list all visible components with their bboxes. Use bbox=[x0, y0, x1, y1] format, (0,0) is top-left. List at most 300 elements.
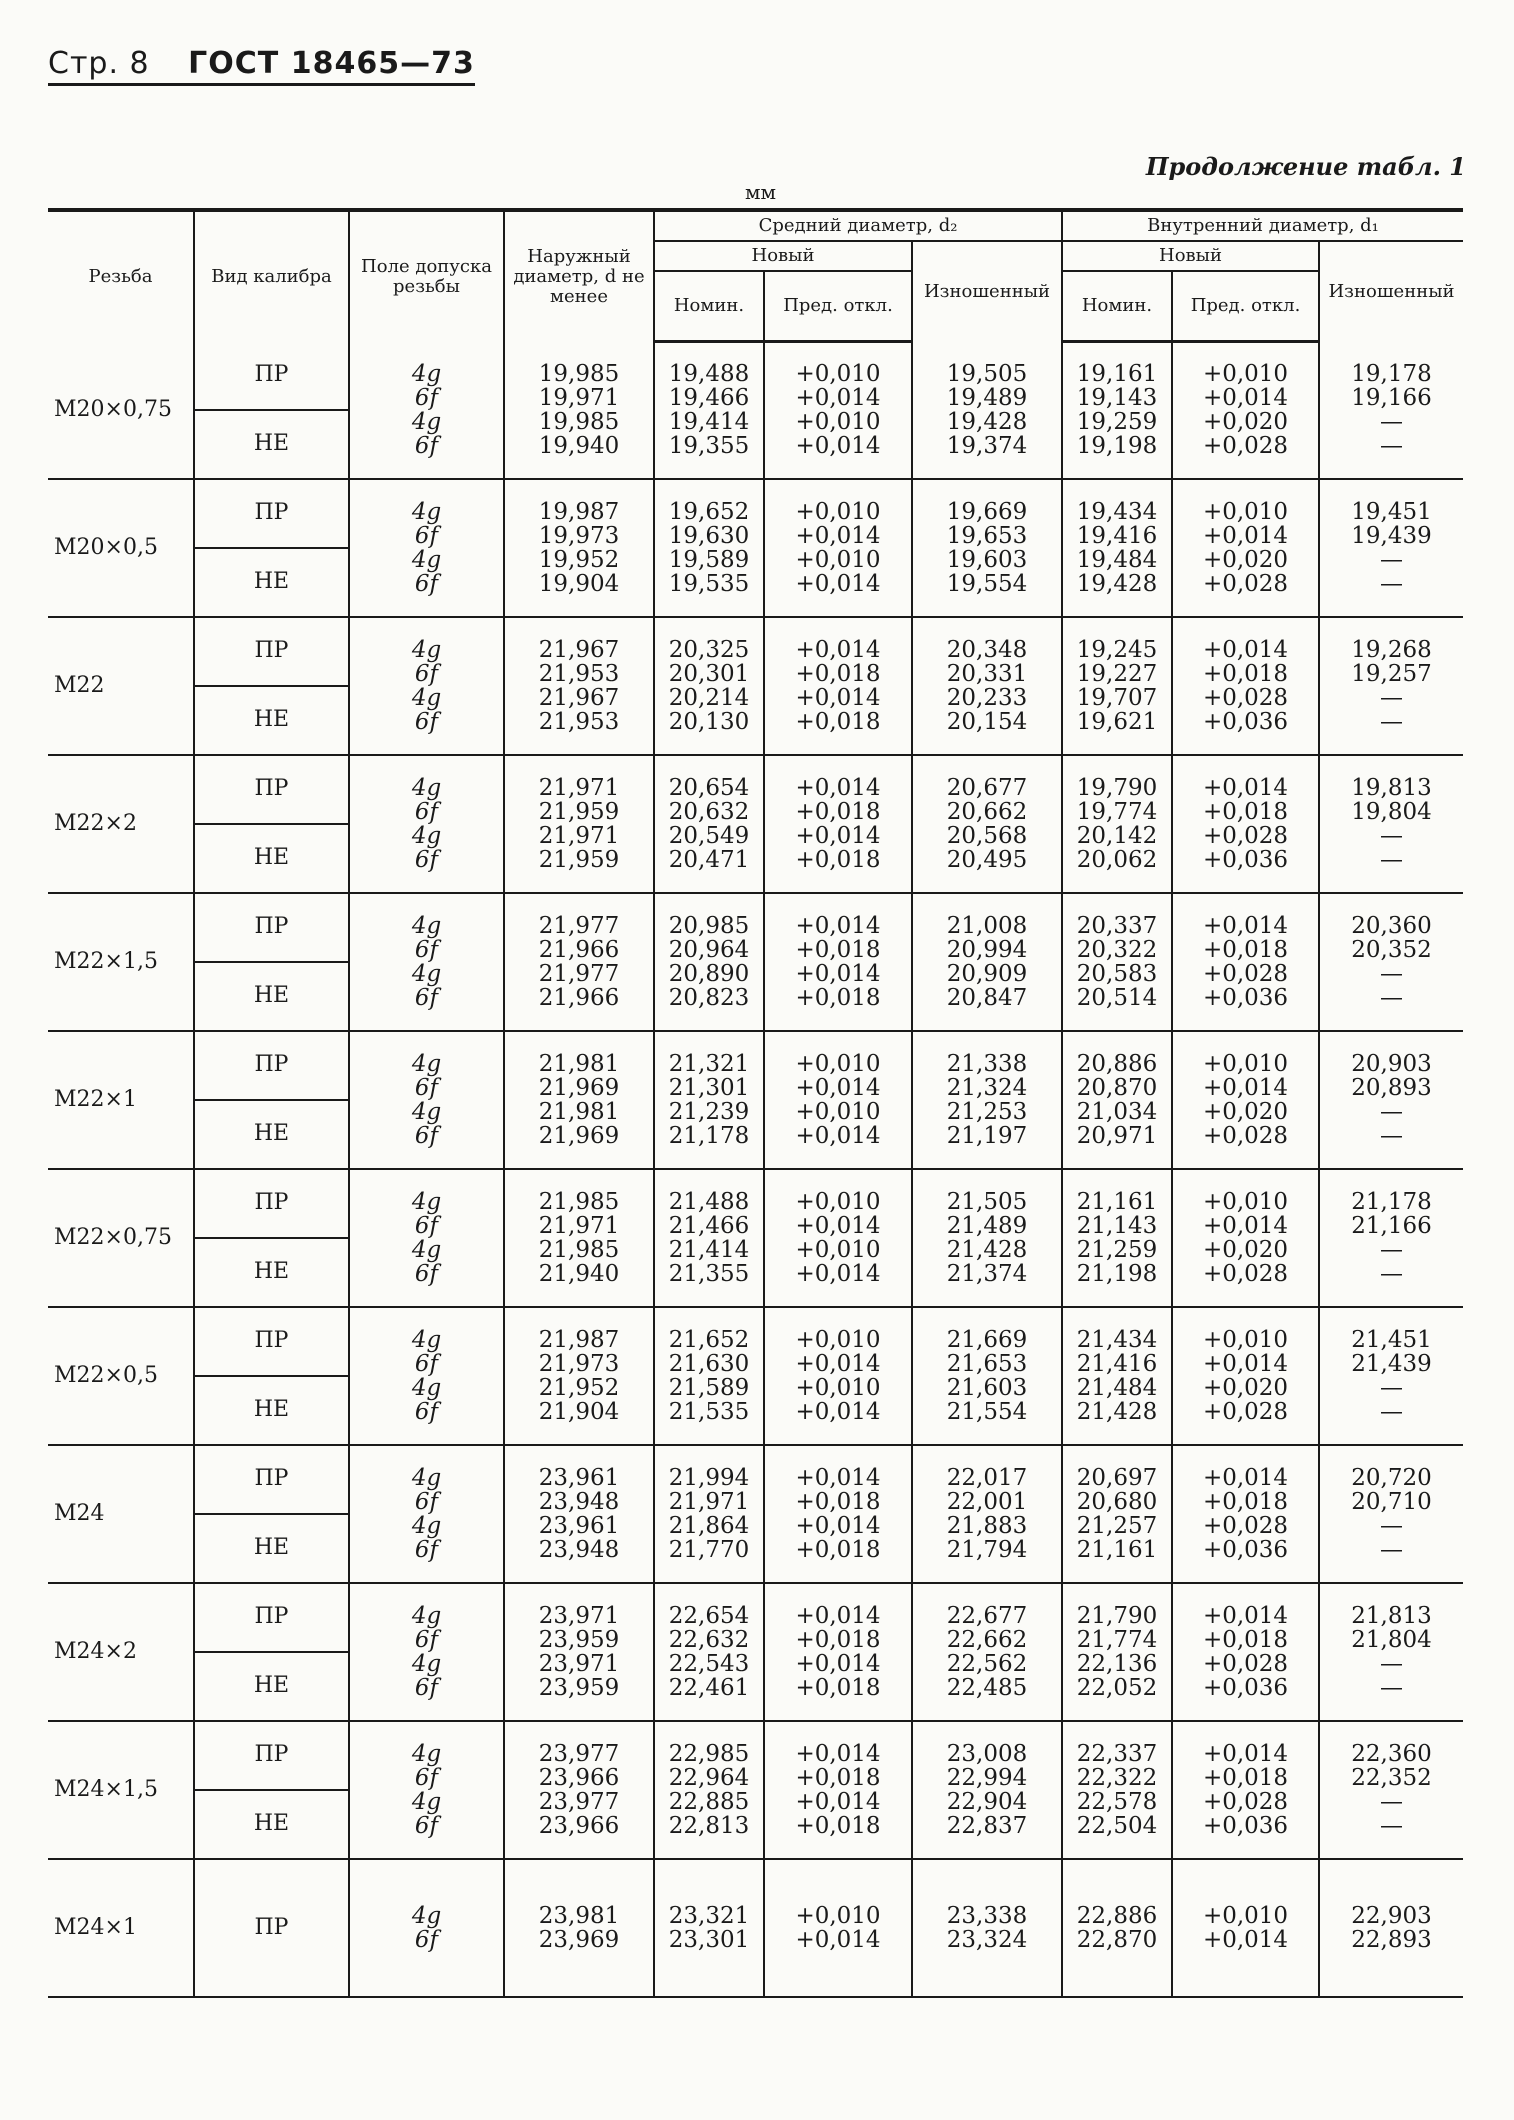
inner-nominal-value: 22,578 bbox=[1076, 1788, 1158, 1815]
pitch-nominal-value: 19,414 bbox=[668, 409, 750, 436]
tolerance-field-value: 6f bbox=[414, 708, 439, 735]
table-body bbox=[48, 342, 1463, 1997]
outer-diameter-value: 23,961 bbox=[538, 1512, 620, 1539]
gauge-type: НЕ bbox=[195, 1237, 348, 1306]
pitch-deviation-value: +0,018 bbox=[795, 846, 881, 873]
inner-nominal-value: 20,337 bbox=[1076, 912, 1158, 939]
tolerance-field-value: 4g bbox=[411, 1236, 442, 1263]
pitch-worn-cell bbox=[912, 893, 1062, 1031]
pitch-nominal-value: 22,654 bbox=[668, 1602, 750, 1629]
gauge-type: НЕ bbox=[195, 409, 348, 478]
inner-worn-value: 22,893 bbox=[1351, 1926, 1432, 1953]
pitch-deviation-value: +0,014 bbox=[795, 822, 881, 849]
pitch-deviation-value: +0,014 bbox=[795, 636, 881, 663]
inner-deviation-value: +0,028 bbox=[1202, 1650, 1289, 1677]
outer-diameter-value: 21,967 bbox=[538, 636, 620, 663]
gauge-type: ПР bbox=[254, 500, 289, 525]
pitch-deviation-value: +0,018 bbox=[795, 1764, 881, 1791]
gauge-type-cell bbox=[194, 1859, 349, 1997]
inner-worn-value: 21,804 bbox=[1351, 1626, 1432, 1653]
pitch-nominal-value: 22,885 bbox=[668, 1788, 750, 1815]
inner-worn-cell bbox=[1319, 342, 1463, 479]
pitch-nominal-cell bbox=[654, 755, 764, 893]
pitch-nominal-value: 22,632 bbox=[668, 1626, 750, 1653]
gauge-type: ПР bbox=[254, 914, 289, 939]
inner-deviation-value: +0,020 bbox=[1202, 546, 1289, 573]
tolerance-field-value: 4g bbox=[411, 1374, 442, 1401]
pitch-nominal-value: 21,178 bbox=[668, 1122, 750, 1149]
inner-nominal-cell bbox=[1062, 1859, 1172, 1997]
standard-number: ГОСТ 18465—73 bbox=[188, 46, 475, 81]
col-outer-diameter-header: Наружный диаметр, d не менее bbox=[504, 210, 654, 342]
inner-nominal-value: 20,322 bbox=[1076, 936, 1158, 963]
inner-nominal-value: 21,257 bbox=[1076, 1512, 1158, 1539]
table-row bbox=[48, 1307, 1463, 1445]
pitch-deviation-value: +0,014 bbox=[795, 1260, 881, 1287]
gauge-type: НЕ bbox=[195, 685, 348, 754]
inner-deviation-value: +0,018 bbox=[1202, 1764, 1289, 1791]
inner-deviation-value: +0,028 bbox=[1202, 570, 1289, 597]
tolerance-field-cell bbox=[349, 342, 504, 479]
inner-deviation-value: +0,028 bbox=[1202, 1260, 1289, 1287]
pitch-worn-value: 19,653 bbox=[946, 522, 1028, 549]
outer-diameter-cell bbox=[504, 1721, 654, 1859]
gauge-type-cell bbox=[194, 342, 349, 479]
outer-diameter-cell bbox=[504, 1859, 654, 1997]
tolerance-field-value: 6f bbox=[414, 1398, 439, 1425]
col-pitch-deviation-header: Пред. откл. bbox=[764, 271, 912, 342]
inner-deviation-value: +0,010 bbox=[1202, 361, 1289, 388]
gauge-type: НЕ bbox=[195, 1789, 348, 1858]
gauge-type-cell bbox=[194, 1583, 349, 1721]
tolerance-field-cell bbox=[349, 1307, 504, 1445]
pitch-nominal-value: 19,535 bbox=[668, 570, 750, 597]
outer-diameter-value: 21,953 bbox=[538, 708, 620, 735]
tolerance-field-value: 4g bbox=[411, 1740, 442, 1767]
pitch-nominal-value: 19,589 bbox=[668, 546, 750, 573]
inner-worn-cell bbox=[1319, 1859, 1463, 1997]
pitch-deviation-value: +0,014 bbox=[795, 1926, 881, 1953]
inner-deviation-cell bbox=[1172, 1721, 1319, 1859]
outer-diameter-value: 23,948 bbox=[538, 1536, 620, 1563]
pitch-nominal-cell bbox=[654, 479, 764, 617]
tolerance-field-value: 6f bbox=[414, 984, 439, 1011]
inner-deviation-value: +0,018 bbox=[1202, 1488, 1289, 1515]
inner-nominal-cell bbox=[1062, 342, 1172, 479]
inner-nominal-value: 21,790 bbox=[1076, 1602, 1158, 1629]
tolerance-field-value: 4g bbox=[411, 1326, 442, 1353]
inner-worn-value: 21,178 bbox=[1351, 1188, 1432, 1215]
inner-worn-cell bbox=[1319, 617, 1463, 755]
gauge-type-cell bbox=[194, 617, 349, 755]
gauge-type: ПР bbox=[254, 1466, 289, 1491]
pitch-nominal-value: 21,488 bbox=[668, 1188, 750, 1215]
col-inner-nominal-header: Номин. bbox=[1062, 271, 1172, 342]
inner-deviation-value: +0,010 bbox=[1202, 1902, 1289, 1929]
tolerance-field-value: 4g bbox=[411, 774, 442, 801]
tolerance-field-cell bbox=[349, 1169, 504, 1307]
inner-nominal-value: 22,337 bbox=[1076, 1740, 1158, 1767]
inner-worn-value: — bbox=[1380, 1236, 1403, 1263]
inner-nominal-value: 21,434 bbox=[1076, 1326, 1158, 1353]
gauge-type: ПР bbox=[254, 638, 289, 663]
pitch-worn-value: 22,837 bbox=[946, 1812, 1028, 1839]
inner-worn-value: — bbox=[1380, 984, 1403, 1011]
inner-nominal-cell bbox=[1062, 1445, 1172, 1583]
pitch-deviation-cell bbox=[764, 1721, 912, 1859]
outer-diameter-value: 21,952 bbox=[538, 1374, 620, 1401]
inner-worn-value: 20,893 bbox=[1351, 1074, 1432, 1101]
inner-nominal-value: 20,697 bbox=[1076, 1464, 1158, 1491]
pitch-worn-value: 19,669 bbox=[946, 498, 1028, 525]
pitch-nominal-value: 23,301 bbox=[668, 1926, 750, 1953]
pitch-worn-cell bbox=[912, 755, 1062, 893]
inner-deviation-cell bbox=[1172, 1445, 1319, 1583]
inner-nominal-value: 19,161 bbox=[1076, 361, 1158, 388]
gauge-type: НЕ bbox=[195, 1375, 348, 1444]
gauge-type: НЕ bbox=[195, 823, 348, 892]
thread-designation: M24×1 bbox=[48, 1859, 194, 1997]
inner-nominal-value: 19,790 bbox=[1076, 774, 1158, 801]
inner-worn-cell bbox=[1319, 1445, 1463, 1583]
inner-deviation-value: +0,020 bbox=[1202, 1374, 1289, 1401]
pitch-deviation-value: +0,010 bbox=[795, 498, 881, 525]
inner-worn-value: 22,352 bbox=[1351, 1764, 1432, 1791]
pitch-worn-cell bbox=[912, 342, 1062, 479]
outer-diameter-value: 21,959 bbox=[538, 846, 620, 873]
inner-deviation-value: +0,028 bbox=[1202, 1512, 1289, 1539]
gauge-type: ПР bbox=[254, 1914, 289, 1940]
inner-nominal-cell bbox=[1062, 755, 1172, 893]
outer-diameter-value: 21,959 bbox=[538, 798, 620, 825]
table-row bbox=[48, 755, 1463, 893]
outer-diameter-value: 21,966 bbox=[538, 984, 620, 1011]
inner-worn-value: — bbox=[1380, 1098, 1403, 1125]
pitch-worn-cell bbox=[912, 1169, 1062, 1307]
pitch-worn-value: 21,008 bbox=[946, 912, 1028, 939]
pitch-deviation-value: +0,014 bbox=[795, 1788, 881, 1815]
col-inner-worn-header: Изношенный bbox=[1319, 241, 1463, 342]
inner-worn-value: 19,166 bbox=[1351, 384, 1432, 411]
pitch-worn-value: 21,883 bbox=[946, 1512, 1028, 1539]
inner-nominal-value: 20,142 bbox=[1076, 822, 1158, 849]
outer-diameter-value: 21,953 bbox=[538, 660, 620, 687]
pitch-deviation-value: +0,018 bbox=[795, 1488, 881, 1515]
pitch-worn-value: 22,994 bbox=[946, 1764, 1028, 1791]
pitch-nominal-cell bbox=[654, 1445, 764, 1583]
outer-diameter-value: 21,967 bbox=[538, 684, 620, 711]
gauge-type-cell bbox=[194, 755, 349, 893]
tolerance-field-value: 6f bbox=[414, 1812, 439, 1839]
tolerance-field-cell bbox=[349, 617, 504, 755]
outer-diameter-value: 21,904 bbox=[538, 1398, 620, 1425]
tolerance-field-value: 4g bbox=[411, 684, 442, 711]
pitch-worn-value: 21,669 bbox=[946, 1326, 1028, 1353]
table-row bbox=[48, 1031, 1463, 1169]
inner-worn-value: 21,439 bbox=[1351, 1350, 1432, 1377]
inner-nominal-value: 20,971 bbox=[1076, 1122, 1158, 1149]
tolerance-field-value: 6f bbox=[414, 660, 439, 687]
pitch-worn-cell bbox=[912, 479, 1062, 617]
pitch-deviation-value: +0,014 bbox=[795, 912, 881, 939]
inner-nominal-value: 19,259 bbox=[1076, 409, 1158, 436]
pitch-deviation-value: +0,014 bbox=[795, 774, 881, 801]
thread-designation: M22×1 bbox=[48, 1031, 194, 1169]
pitch-nominal-value: 20,214 bbox=[668, 684, 750, 711]
tolerance-field-value: 6f bbox=[414, 1764, 439, 1791]
tolerance-field-value: 6f bbox=[414, 1350, 439, 1377]
inner-worn-value: 19,439 bbox=[1351, 522, 1432, 549]
inner-deviation-value: +0,010 bbox=[1202, 1326, 1289, 1353]
outer-diameter-cell bbox=[504, 755, 654, 893]
inner-nominal-cell bbox=[1062, 1307, 1172, 1445]
pitch-worn-value: 22,562 bbox=[946, 1650, 1028, 1677]
pitch-deviation-cell bbox=[764, 1307, 912, 1445]
inner-worn-value: 19,268 bbox=[1351, 636, 1432, 663]
table-row bbox=[48, 1859, 1463, 1997]
outer-diameter-value: 21,969 bbox=[538, 1122, 620, 1149]
pitch-deviation-value: +0,018 bbox=[795, 936, 881, 963]
pitch-deviation-value: +0,018 bbox=[795, 984, 881, 1011]
outer-diameter-value: 23,966 bbox=[538, 1764, 620, 1791]
pitch-worn-value: 20,847 bbox=[946, 984, 1028, 1011]
gauge-type: ПР bbox=[254, 1328, 289, 1353]
pitch-nominal-value: 22,461 bbox=[668, 1674, 750, 1701]
inner-deviation-value: +0,036 bbox=[1202, 1536, 1289, 1563]
inner-deviation-cell bbox=[1172, 1583, 1319, 1721]
pitch-deviation-value: +0,014 bbox=[795, 1512, 881, 1539]
pitch-worn-value: 21,653 bbox=[946, 1350, 1028, 1377]
gauge-type-cell bbox=[194, 1445, 349, 1583]
pitch-worn-cell bbox=[912, 1031, 1062, 1169]
pitch-nominal-value: 20,654 bbox=[668, 774, 750, 801]
pitch-nominal-value: 21,770 bbox=[668, 1536, 750, 1563]
pitch-worn-value: 21,253 bbox=[946, 1098, 1028, 1125]
pitch-deviation-value: +0,018 bbox=[795, 660, 881, 687]
pitch-nominal-value: 20,890 bbox=[668, 960, 750, 987]
outer-diameter-value: 23,981 bbox=[538, 1902, 620, 1929]
outer-diameter-value: 19,940 bbox=[538, 432, 620, 459]
pitch-nominal-value: 20,549 bbox=[668, 822, 750, 849]
pitch-deviation-value: +0,010 bbox=[795, 1236, 881, 1263]
inner-worn-value: — bbox=[1380, 1536, 1403, 1563]
inner-nominal-value: 19,428 bbox=[1076, 570, 1158, 597]
thread-designation: M20×0,75 bbox=[48, 342, 194, 479]
inner-worn-value: — bbox=[1380, 432, 1403, 459]
gauge-type-cell bbox=[194, 893, 349, 1031]
pitch-nominal-cell bbox=[654, 893, 764, 1031]
pitch-deviation-cell bbox=[764, 342, 912, 479]
thread-designation: M22×1,5 bbox=[48, 893, 194, 1031]
gauge-type: НЕ bbox=[195, 547, 348, 616]
pitch-nominal-value: 20,964 bbox=[668, 936, 750, 963]
inner-worn-cell bbox=[1319, 479, 1463, 617]
gauge-type: ПР bbox=[254, 1604, 289, 1629]
gauge-type: НЕ bbox=[195, 1651, 348, 1720]
inner-deviation-cell bbox=[1172, 342, 1319, 479]
inner-worn-value: 19,178 bbox=[1351, 360, 1432, 387]
inner-worn-value: 20,903 bbox=[1351, 1050, 1432, 1077]
outer-diameter-value: 19,973 bbox=[538, 522, 620, 549]
pitch-nominal-value: 21,414 bbox=[668, 1236, 750, 1263]
tolerance-field-value: 6f bbox=[414, 798, 439, 825]
pitch-nominal-value: 21,239 bbox=[668, 1098, 750, 1125]
pitch-deviation-value: +0,018 bbox=[795, 1536, 881, 1563]
pitch-worn-cell bbox=[912, 617, 1062, 755]
inner-deviation-cell bbox=[1172, 755, 1319, 893]
inner-nominal-value: 19,434 bbox=[1076, 498, 1158, 525]
tolerance-field-cell bbox=[349, 755, 504, 893]
inner-worn-value: — bbox=[1380, 1650, 1403, 1677]
pitch-worn-cell bbox=[912, 1583, 1062, 1721]
inner-nominal-value: 21,143 bbox=[1076, 1212, 1158, 1239]
inner-worn-value: — bbox=[1380, 1260, 1403, 1287]
pitch-nominal-value: 19,488 bbox=[668, 361, 750, 388]
outer-diameter-value: 21,985 bbox=[538, 1188, 620, 1215]
gauge-type: ПР bbox=[254, 362, 289, 387]
pitch-nominal-value: 23,321 bbox=[668, 1902, 750, 1929]
outer-diameter-value: 21,977 bbox=[538, 912, 620, 939]
inner-worn-cell bbox=[1319, 1169, 1463, 1307]
tolerance-field-value: 6f bbox=[414, 1074, 439, 1101]
outer-diameter-value: 23,961 bbox=[538, 1464, 620, 1491]
tolerance-field-cell bbox=[349, 1031, 504, 1169]
inner-worn-value: — bbox=[1380, 1512, 1403, 1539]
tolerance-field-value: 4g bbox=[411, 1512, 442, 1539]
inner-worn-value: 21,451 bbox=[1351, 1326, 1432, 1353]
inner-deviation-value: +0,028 bbox=[1202, 1398, 1289, 1425]
pitch-worn-value: 20,662 bbox=[946, 798, 1028, 825]
pitch-nominal-value: 20,823 bbox=[668, 984, 750, 1011]
pitch-nominal-value: 21,301 bbox=[668, 1074, 750, 1101]
thread-designation: M22 bbox=[48, 617, 194, 755]
pitch-nominal-value: 22,813 bbox=[668, 1812, 750, 1839]
inner-worn-cell bbox=[1319, 893, 1463, 1031]
pitch-worn-value: 21,338 bbox=[946, 1050, 1028, 1077]
pitch-deviation-value: +0,018 bbox=[795, 1674, 881, 1701]
pitch-worn-value: 20,331 bbox=[946, 660, 1028, 687]
inner-worn-cell bbox=[1319, 1307, 1463, 1445]
inner-deviation-value: +0,014 bbox=[1202, 1350, 1289, 1377]
pitch-nominal-cell bbox=[654, 1721, 764, 1859]
tolerance-field-value: 6f bbox=[414, 1260, 439, 1287]
inner-nominal-value: 21,428 bbox=[1076, 1398, 1158, 1425]
pitch-worn-value: 19,374 bbox=[946, 432, 1028, 459]
gauge-type: НЕ bbox=[195, 961, 348, 1030]
pitch-deviation-value: +0,014 bbox=[795, 1350, 881, 1377]
pitch-nominal-value: 20,325 bbox=[668, 636, 750, 663]
pitch-deviation-value: +0,014 bbox=[795, 1122, 881, 1149]
outer-diameter-value: 21,981 bbox=[538, 1050, 620, 1077]
tolerance-field-value: 6f bbox=[414, 384, 439, 411]
pitch-deviation-value: +0,014 bbox=[795, 960, 881, 987]
outer-diameter-value: 21,969 bbox=[538, 1074, 620, 1101]
inner-deviation-value: +0,028 bbox=[1202, 684, 1289, 711]
outer-diameter-cell bbox=[504, 1445, 654, 1583]
tolerance-field-value: 6f bbox=[414, 1212, 439, 1239]
tolerance-field-value: 4g bbox=[411, 408, 442, 435]
gauge-type-cell bbox=[194, 1031, 349, 1169]
inner-worn-value: — bbox=[1380, 960, 1403, 987]
inner-deviation-value: +0,036 bbox=[1202, 846, 1289, 873]
outer-diameter-cell bbox=[504, 1307, 654, 1445]
pitch-deviation-value: +0,010 bbox=[795, 1326, 881, 1353]
tolerance-field-cell bbox=[349, 1859, 504, 1997]
outer-diameter-value: 21,981 bbox=[538, 1098, 620, 1125]
outer-diameter-cell bbox=[504, 1031, 654, 1169]
inner-nominal-value: 21,034 bbox=[1076, 1098, 1158, 1125]
gauge-type-cell bbox=[194, 1169, 349, 1307]
inner-worn-value: 21,166 bbox=[1351, 1212, 1432, 1239]
inner-worn-value: — bbox=[1380, 570, 1403, 597]
table-row bbox=[48, 1583, 1463, 1721]
inner-nominal-value: 20,870 bbox=[1076, 1074, 1158, 1101]
tolerance-field-cell bbox=[349, 893, 504, 1031]
pitch-deviation-value: +0,014 bbox=[795, 522, 881, 549]
outer-diameter-value: 21,966 bbox=[538, 936, 620, 963]
pitch-worn-cell bbox=[912, 1859, 1062, 1997]
inner-nominal-value: 20,583 bbox=[1076, 960, 1158, 987]
inner-nominal-value: 19,416 bbox=[1076, 522, 1158, 549]
pitch-nominal-cell bbox=[654, 1169, 764, 1307]
pitch-worn-value: 19,554 bbox=[946, 570, 1028, 597]
tolerance-field-value: 4g bbox=[411, 498, 442, 525]
pitch-nominal-value: 19,466 bbox=[668, 385, 750, 412]
col-inner-diameter-group: Внутренний диаметр, d₁ bbox=[1062, 210, 1463, 241]
outer-diameter-value: 21,977 bbox=[538, 960, 620, 987]
pitch-deviation-value: +0,014 bbox=[795, 1074, 881, 1101]
pitch-nominal-value: 21,971 bbox=[668, 1488, 750, 1515]
pitch-worn-value: 21,554 bbox=[946, 1398, 1028, 1425]
pitch-worn-value: 21,489 bbox=[946, 1212, 1028, 1239]
tolerance-field-value: 4g bbox=[411, 636, 442, 663]
inner-nominal-value: 19,227 bbox=[1076, 660, 1158, 687]
inner-nominal-value: 21,484 bbox=[1076, 1374, 1158, 1401]
inner-nominal-value: 22,052 bbox=[1076, 1674, 1158, 1701]
outer-diameter-value: 19,971 bbox=[538, 384, 620, 411]
pitch-worn-value: 21,505 bbox=[946, 1188, 1028, 1215]
outer-diameter-value: 21,985 bbox=[538, 1236, 620, 1263]
inner-nominal-value: 21,161 bbox=[1076, 1188, 1158, 1215]
pitch-deviation-cell bbox=[764, 1169, 912, 1307]
pitch-worn-value: 22,677 bbox=[946, 1602, 1028, 1629]
inner-nominal-value: 22,136 bbox=[1076, 1650, 1158, 1677]
pitch-nominal-value: 20,985 bbox=[668, 912, 750, 939]
pitch-worn-value: 20,568 bbox=[946, 822, 1028, 849]
tolerance-field-value: 6f bbox=[414, 570, 439, 597]
thread-gauge-table bbox=[48, 208, 1463, 1998]
tolerance-field-value: 4g bbox=[411, 1650, 442, 1677]
pitch-deviation-value: +0,010 bbox=[795, 1188, 881, 1215]
table-row bbox=[48, 1445, 1463, 1583]
inner-nominal-value: 20,886 bbox=[1076, 1050, 1158, 1077]
outer-diameter-value: 19,952 bbox=[538, 546, 620, 573]
pitch-nominal-value: 21,864 bbox=[668, 1512, 750, 1539]
inner-worn-value: 19,451 bbox=[1351, 498, 1432, 525]
outer-diameter-value: 21,971 bbox=[538, 1212, 620, 1239]
inner-deviation-cell bbox=[1172, 1859, 1319, 1997]
pitch-deviation-value: +0,014 bbox=[795, 1464, 881, 1491]
pitch-worn-value: 21,603 bbox=[946, 1374, 1028, 1401]
inner-worn-value: 22,903 bbox=[1351, 1902, 1432, 1929]
outer-diameter-cell bbox=[504, 479, 654, 617]
inner-worn-cell bbox=[1319, 1583, 1463, 1721]
pitch-nominal-value: 19,630 bbox=[668, 522, 750, 549]
outer-diameter-value: 21,971 bbox=[538, 822, 620, 849]
inner-deviation-value: +0,014 bbox=[1202, 1740, 1289, 1767]
inner-deviation-value: +0,014 bbox=[1202, 636, 1289, 663]
tolerance-field-value: 4g bbox=[411, 360, 442, 387]
